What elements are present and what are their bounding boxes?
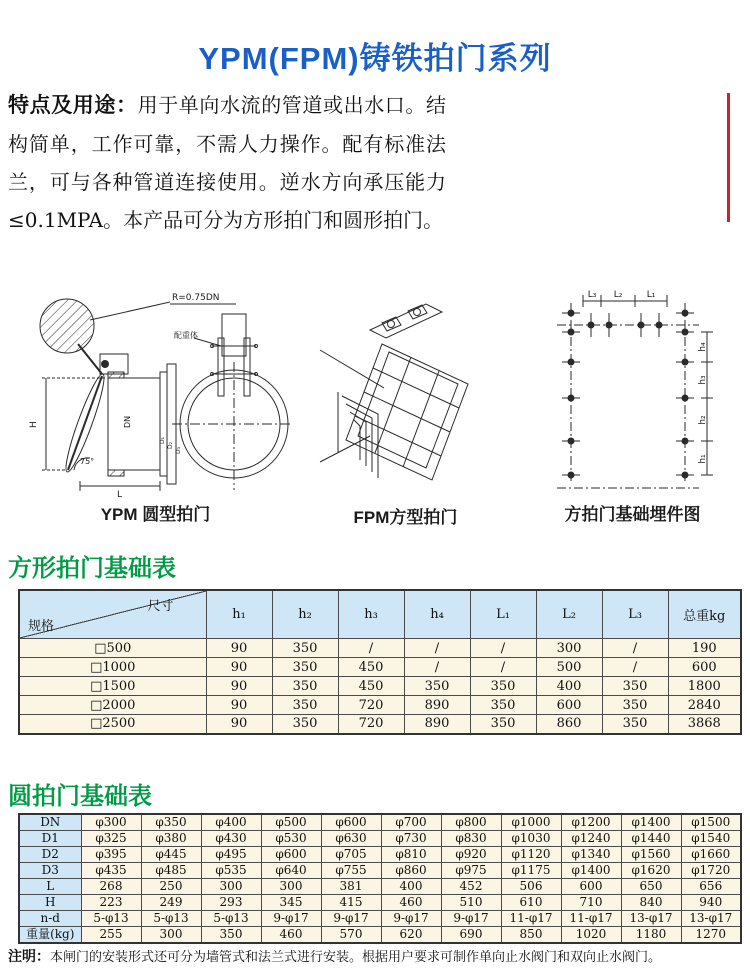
value-cell: 350 (470, 715, 536, 734)
value-cell: φ975 (441, 863, 501, 879)
corner-size-label: 尺寸 (147, 599, 174, 614)
value-cell: φ495 (201, 847, 261, 863)
value-cell: φ1500 (681, 814, 741, 831)
value-cell: 450 (338, 658, 404, 677)
value-cell: 350 (470, 677, 536, 696)
value-cell: / (404, 658, 470, 677)
value-cell: 5-φ13 (81, 911, 141, 927)
intro-label: 特点及用途： (8, 94, 138, 117)
column-header: L₃ (602, 590, 668, 639)
figure-foundation-diagram (535, 283, 730, 495)
value-cell: φ400 (201, 814, 261, 831)
value-cell: φ705 (321, 847, 381, 863)
column-header: h₂ (272, 590, 338, 639)
value-cell: 9-φ17 (321, 911, 381, 927)
ypm-figure-caption: YPM 圆型拍门 (100, 505, 211, 524)
value-cell: 650 (621, 879, 681, 895)
page-title: YPM(FPM)铸铁拍门系列 (198, 40, 552, 76)
value-cell: φ1120 (501, 847, 561, 863)
value-cell: 940 (681, 895, 741, 911)
value-cell: 1020 (561, 927, 621, 944)
value-cell: 850 (501, 927, 561, 944)
round-table-heading: 圆拍门基础表 (8, 783, 152, 810)
square-foundation-table (18, 589, 742, 735)
value-cell: 90 (206, 658, 272, 677)
red-divider-line (727, 93, 730, 222)
row-label: DN (19, 814, 81, 831)
value-cell: 300 (261, 879, 321, 895)
foundation-drawing (535, 283, 730, 495)
dim-dn-label: DN (123, 415, 132, 428)
value-cell: φ1340 (561, 847, 621, 863)
round-table-row (19, 895, 741, 911)
value-cell: 350 (272, 639, 338, 658)
figure-fpm-square-valve (318, 292, 498, 492)
value-cell: 90 (206, 696, 272, 715)
value-cell: φ350 (141, 814, 201, 831)
value-cell: 90 (206, 677, 272, 696)
value-cell: 500 (536, 658, 602, 677)
intro-text: 用于单向水流的管道或出水口。结构简单，工作可靠，不需人力操作。配有标准法兰，可与各种管道连接使用。逆水方向承压能力≤0.1MPA。本产品可分为方形拍门和圆形拍门。 (8, 93, 447, 232)
dim-h3-label: h₃ (698, 375, 708, 385)
value-cell: 350 (272, 658, 338, 677)
dim-l3-label: L₃ (587, 290, 597, 300)
value-cell: 9-φ17 (261, 911, 321, 927)
value-cell: φ1440 (621, 831, 681, 847)
value-cell: 350 (272, 696, 338, 715)
value-cell: φ1400 (561, 863, 621, 879)
value-cell: / (470, 639, 536, 658)
row-label: D1 (19, 831, 81, 847)
value-cell: φ920 (441, 847, 501, 863)
column-header: L₁ (470, 590, 536, 639)
dim-h2-label: h₂ (698, 415, 708, 425)
dim-d1-label: D₁ (159, 436, 166, 444)
dim-l2-label: L₂ (613, 290, 623, 300)
value-cell: φ800 (441, 814, 501, 831)
spec-cell: □1000 (19, 658, 206, 677)
row-label: D2 (19, 847, 81, 863)
value-cell: 293 (201, 895, 261, 911)
value-cell: φ1660 (681, 847, 741, 863)
column-header: h₄ (404, 590, 470, 639)
value-cell: 350 (602, 715, 668, 734)
value-cell: φ630 (321, 831, 381, 847)
value-cell: 300 (141, 927, 201, 944)
value-cell: φ300 (81, 814, 141, 831)
value-cell: 860 (536, 715, 602, 734)
dim-d3-label: D₃ (175, 446, 182, 454)
value-cell: φ830 (441, 831, 501, 847)
value-cell: φ700 (381, 814, 441, 831)
round-table-body (19, 814, 741, 943)
round-table-row (19, 911, 741, 927)
value-cell: 570 (321, 927, 381, 944)
value-cell: φ600 (321, 814, 381, 831)
counterweight-label: 配重体 (174, 331, 198, 340)
value-cell: 5-φ13 (201, 911, 261, 927)
value-cell: 350 (201, 927, 261, 944)
value-cell: φ435 (81, 863, 141, 879)
value-cell: 5-φ13 (141, 911, 201, 927)
corner-header-cell (19, 590, 206, 639)
ypm-valve-drawing (22, 286, 292, 498)
value-cell: 249 (141, 895, 201, 911)
value-cell: φ430 (201, 831, 261, 847)
value-cell: 250 (141, 879, 201, 895)
column-header: 总重kg (668, 590, 741, 639)
round-table-row (19, 847, 741, 863)
square-table-row (19, 639, 741, 658)
value-cell: φ730 (381, 831, 441, 847)
value-cell: 13-φ17 (681, 911, 741, 927)
foundation-figure-caption: 方拍门基础埋件图 (564, 505, 701, 524)
round-table-row (19, 863, 741, 879)
value-cell: 400 (381, 879, 441, 895)
dim-h1-label: h₁ (698, 454, 708, 464)
fpm-valve-drawing (318, 292, 498, 492)
radius-dim-label: R=0.75DN (172, 293, 220, 303)
value-cell: 460 (381, 895, 441, 911)
value-cell: φ380 (141, 831, 201, 847)
row-label: H (19, 895, 81, 911)
square-table-header-row (19, 590, 741, 639)
value-cell: 300 (536, 639, 602, 658)
value-cell: φ860 (381, 863, 441, 879)
round-foundation-table (18, 813, 742, 944)
value-cell: / (470, 658, 536, 677)
value-cell: 720 (338, 715, 404, 734)
spec-cell: □500 (19, 639, 206, 658)
value-cell: 350 (272, 677, 338, 696)
value-cell: 710 (561, 895, 621, 911)
value-cell: / (338, 639, 404, 658)
footnote-label: 注明： (8, 948, 50, 964)
value-cell: 600 (561, 879, 621, 895)
value-cell: φ1560 (621, 847, 681, 863)
dim-h4-label: h₄ (698, 342, 708, 352)
value-cell: φ500 (261, 814, 321, 831)
value-cell: 13-φ17 (621, 911, 681, 927)
row-label: 重量(kg) (19, 927, 81, 944)
round-table-row (19, 814, 741, 831)
value-cell: 840 (621, 895, 681, 911)
dim-l1-label: L₁ (646, 290, 656, 300)
value-cell: 11-φ17 (501, 911, 561, 927)
value-cell: 9-φ17 (381, 911, 441, 927)
value-cell: 350 (404, 677, 470, 696)
round-table-row (19, 879, 741, 895)
value-cell: 300 (201, 879, 261, 895)
value-cell: 720 (338, 696, 404, 715)
intro-paragraph (8, 86, 446, 239)
value-cell: 690 (441, 927, 501, 944)
value-cell: 600 (536, 696, 602, 715)
value-cell: 268 (81, 879, 141, 895)
value-cell: 890 (404, 715, 470, 734)
value-cell: φ485 (141, 863, 201, 879)
value-cell: 3868 (668, 715, 741, 734)
value-cell: 90 (206, 639, 272, 658)
value-cell: 90 (206, 715, 272, 734)
footnote-text: 本闸门的安装形式还可分为墙管式和法兰式进行安装。根据用户要求可制作单向止水阀门和双向止水阀门。 (50, 950, 662, 965)
value-cell: φ1540 (681, 831, 741, 847)
dim-d2-label: D₂ (167, 441, 174, 449)
column-header: h₃ (338, 590, 404, 639)
spec-cell: □2000 (19, 696, 206, 715)
round-table-row (19, 927, 741, 944)
value-cell: 345 (261, 895, 321, 911)
figure-ypm-round-valve (22, 286, 292, 498)
value-cell: 400 (536, 677, 602, 696)
row-label: D3 (19, 863, 81, 879)
value-cell: φ325 (81, 831, 141, 847)
value-cell: 11-φ17 (561, 911, 621, 927)
value-cell: 452 (441, 879, 501, 895)
value-cell: 350 (602, 696, 668, 715)
value-cell: 610 (501, 895, 561, 911)
value-cell: 656 (681, 879, 741, 895)
angle-label: 75° (80, 457, 95, 466)
value-cell: φ1000 (501, 814, 561, 831)
value-cell: φ1030 (501, 831, 561, 847)
value-cell: / (602, 658, 668, 677)
value-cell: 255 (81, 927, 141, 944)
value-cell: 460 (261, 927, 321, 944)
value-cell: φ640 (261, 863, 321, 879)
value-cell: φ600 (261, 847, 321, 863)
value-cell: 9-φ17 (441, 911, 501, 927)
fpm-figure-caption: FPM方型拍门 (353, 508, 458, 527)
value-cell: 350 (272, 715, 338, 734)
spec-cell: □1500 (19, 677, 206, 696)
counterweight-shape (40, 299, 94, 353)
value-cell: 1180 (621, 927, 681, 944)
corner-spec-label: 规格 (28, 619, 55, 634)
value-cell: 381 (321, 879, 381, 895)
value-cell: / (602, 639, 668, 658)
value-cell: φ810 (381, 847, 441, 863)
value-cell: 450 (338, 677, 404, 696)
spec-cell: □2500 (19, 715, 206, 734)
value-cell: / (404, 639, 470, 658)
value-cell: φ535 (201, 863, 261, 879)
value-cell: φ755 (321, 863, 381, 879)
value-cell: 223 (81, 895, 141, 911)
square-table-row (19, 696, 741, 715)
column-header: h₁ (206, 590, 272, 639)
value-cell: 415 (321, 895, 381, 911)
round-table-row (19, 831, 741, 847)
value-cell: 350 (602, 677, 668, 696)
value-cell: φ530 (261, 831, 321, 847)
row-label: L (19, 879, 81, 895)
value-cell: 1800 (668, 677, 741, 696)
square-table-row (19, 715, 741, 734)
value-cell: φ395 (81, 847, 141, 863)
square-table-row (19, 677, 741, 696)
value-cell: 190 (668, 639, 741, 658)
value-cell: 620 (381, 927, 441, 944)
value-cell: φ1400 (621, 814, 681, 831)
value-cell: φ1620 (621, 863, 681, 879)
value-cell: 510 (441, 895, 501, 911)
value-cell: 2840 (668, 696, 741, 715)
value-cell: 506 (501, 879, 561, 895)
value-cell: φ1200 (561, 814, 621, 831)
dim-h-label: H (29, 421, 39, 428)
value-cell: φ1240 (561, 831, 621, 847)
dim-l-label: L (117, 490, 123, 498)
value-cell: 350 (470, 696, 536, 715)
square-table-heading: 方形拍门基础表 (8, 555, 176, 582)
footnote (8, 946, 748, 966)
value-cell: φ1720 (681, 863, 741, 879)
value-cell: φ1175 (501, 863, 561, 879)
value-cell: φ445 (141, 847, 201, 863)
value-cell: 600 (668, 658, 741, 677)
square-table-body (19, 639, 741, 734)
value-cell: 890 (404, 696, 470, 715)
column-header: L₂ (536, 590, 602, 639)
row-label: n-d (19, 911, 81, 927)
square-table-row (19, 658, 741, 677)
value-cell: 1270 (681, 927, 741, 944)
